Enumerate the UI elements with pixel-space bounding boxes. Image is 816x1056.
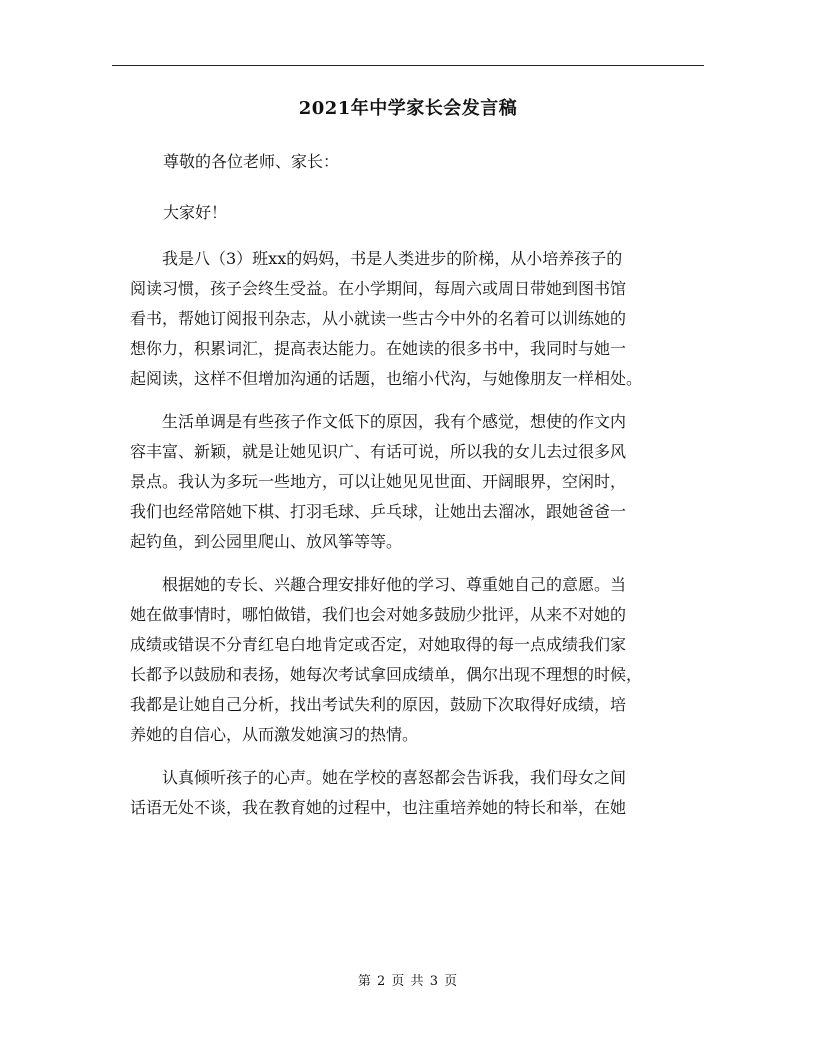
paragraph-reading-habits <box>130 244 700 394</box>
paragraph-line: 根据她的专长、兴趣合理安排好他的学习、尊重她自己的意愿。当 <box>130 575 627 594</box>
paragraph-line: 生活单调是有些孩子作文低下的原因，我有个感觉，想使的作文内 <box>130 412 627 431</box>
paragraph-experiences <box>130 407 700 557</box>
paragraph-line: 我是八（3）班xx的妈妈，书是人类进步的阶梯，从小培养孩子的 <box>130 249 623 268</box>
paragraph-line: 话语无处不谈，我在教育她的过程中，也注重培养她的特长和举，在她 <box>130 798 627 817</box>
paragraph-line: 起阅读，这样不但增加沟通的话题，也缩小代沟，与她像朋友一样相处。 <box>130 369 643 388</box>
paragraph-line: 容丰富、新颖，就是让她见识广、有话可说，所以我的女儿去过很多风 <box>130 442 627 461</box>
greeting: 大家好！ <box>163 203 228 222</box>
paragraph-line: 长都予以鼓励和表扬，她每次考试拿回成绩单，偶尔出现不理想的时候， <box>130 665 643 684</box>
paragraph-encouragement <box>130 570 700 750</box>
salutation: 尊敬的各位老师、家长： <box>163 152 340 171</box>
paragraph-line: 养她的自信心，从而激发她演习的热情。 <box>130 725 419 744</box>
paragraph-listening <box>130 763 700 823</box>
page-number-footer: 第 2 页 共 3 页 <box>357 974 459 989</box>
paragraph-line: 阅读习惯，孩子会终生受益。在小学期间，每周六或周日带她到图书馆 <box>130 279 627 298</box>
body-text <box>130 244 700 836</box>
paragraph-line: 想你力，积累词汇，提高表达能力。在她读的很多书中，我同时与她一 <box>130 339 627 358</box>
header-rule <box>112 65 704 66</box>
paragraph-line: 认真倾听孩子的心声。她在学校的喜怒都会告诉我，我们母女之间 <box>130 768 627 787</box>
paragraph-line: 成绩或错误不分青红皂白地肯定或否定，对她取得的每一点成绩我们家 <box>130 635 627 654</box>
paragraph-line: 我们也经常陪她下棋、打羽毛球、乒乓球，让她出去溜冰，跟她爸爸一 <box>130 502 627 521</box>
paragraph-line: 景点。我认为多玩一些地方，可以让她见见世面、开阔眼界，空闲时， <box>130 472 627 491</box>
paragraph-line: 看书，帮她订阅报刊杂志，从小就读一些古今中外的名着可以训练她的 <box>130 309 627 328</box>
paragraph-line: 起钓鱼，到公园里爬山、放风筝等等。 <box>130 532 403 551</box>
paragraph-line: 我都是让她自己分析，找出考试失利的原因，鼓励下次取得好成绩，培 <box>130 695 627 714</box>
document-title: 2021年中学家长会发言稿 <box>298 98 518 119</box>
paragraph-line: 她在做事情时，哪怕做错，我们也会对她多鼓励少批评，从来不对她的 <box>130 605 627 624</box>
